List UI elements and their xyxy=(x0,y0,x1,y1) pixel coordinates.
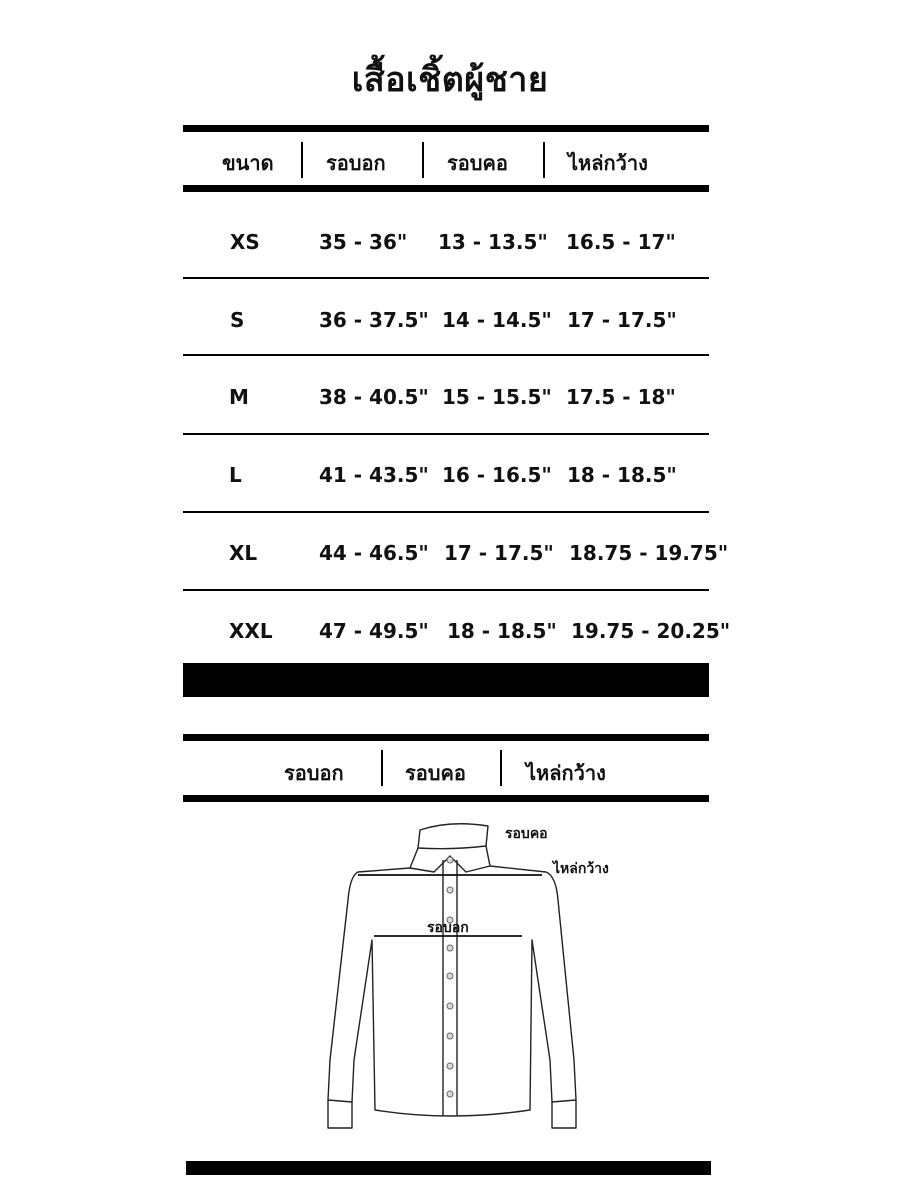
neck-cell: 15 - 15.5" xyxy=(442,385,552,409)
size-cell: XS xyxy=(230,230,260,254)
size-cell: XL xyxy=(229,541,258,565)
legend-bottom-rule xyxy=(183,795,709,802)
shoulder-cell: 18 - 18.5" xyxy=(567,463,677,487)
size-cell: XXL xyxy=(229,619,273,643)
header-shoulder: ไหล่กว้าง xyxy=(568,151,648,175)
neck-cell: 17 - 17.5" xyxy=(444,541,554,565)
neck-cell: 18 - 18.5" xyxy=(447,619,557,643)
shoulder-cell: 17 - 17.5" xyxy=(567,308,677,332)
shoulder-label: ไหล่กว้าง xyxy=(553,861,609,877)
legend-top-rule xyxy=(183,734,709,741)
chest-cell: 36 - 37.5" xyxy=(319,308,429,332)
row-divider xyxy=(183,277,709,279)
chest-cell: 41 - 43.5" xyxy=(319,463,429,487)
size-cell: M xyxy=(229,385,249,409)
chest-cell: 44 - 46.5" xyxy=(319,541,429,565)
chest-cell: 47 - 49.5" xyxy=(319,619,429,643)
row-divider xyxy=(183,433,709,435)
legend-divider xyxy=(381,750,383,786)
page-bottom-bar xyxy=(186,1161,711,1175)
chest-cell: 35 - 36" xyxy=(319,230,408,254)
header-size: ขนาด xyxy=(222,151,274,175)
row-divider xyxy=(183,354,709,356)
legend-divider xyxy=(500,750,502,786)
table-top-rule xyxy=(183,125,709,132)
neck-cell: 14 - 14.5" xyxy=(442,308,552,332)
neck-cell: 13 - 13.5" xyxy=(438,230,548,254)
legend-neck: รอบคอ xyxy=(405,761,466,785)
header-divider xyxy=(422,142,424,178)
neck-label: รอบคอ xyxy=(505,826,548,842)
row-divider xyxy=(183,511,709,513)
header-divider xyxy=(301,142,303,178)
chest-label: รอบอก xyxy=(427,920,469,936)
header-divider xyxy=(543,142,545,178)
shoulder-cell: 18.75 - 19.75" xyxy=(569,541,729,565)
legend-chest: รอบอก xyxy=(284,761,344,785)
shoulder-cell: 17.5 - 18" xyxy=(566,385,676,409)
header-bottom-rule xyxy=(183,185,709,192)
size-cell: L xyxy=(229,463,242,487)
header-chest: รอบอก xyxy=(326,151,386,175)
header-neck: รอบคอ xyxy=(447,151,508,175)
size-cell: S xyxy=(230,308,245,332)
legend-shoulder: ไหล่กว้าง xyxy=(526,761,606,785)
shoulder-cell: 19.75 - 20.25" xyxy=(571,619,731,643)
table-bottom-bar xyxy=(183,663,709,697)
row-divider xyxy=(183,589,709,591)
chest-cell: 38 - 40.5" xyxy=(319,385,429,409)
page-title: เสื้อเชิ้ตผู้ชาย xyxy=(351,60,549,100)
shoulder-cell: 16.5 - 17" xyxy=(566,230,676,254)
neck-cell: 16 - 16.5" xyxy=(442,463,552,487)
